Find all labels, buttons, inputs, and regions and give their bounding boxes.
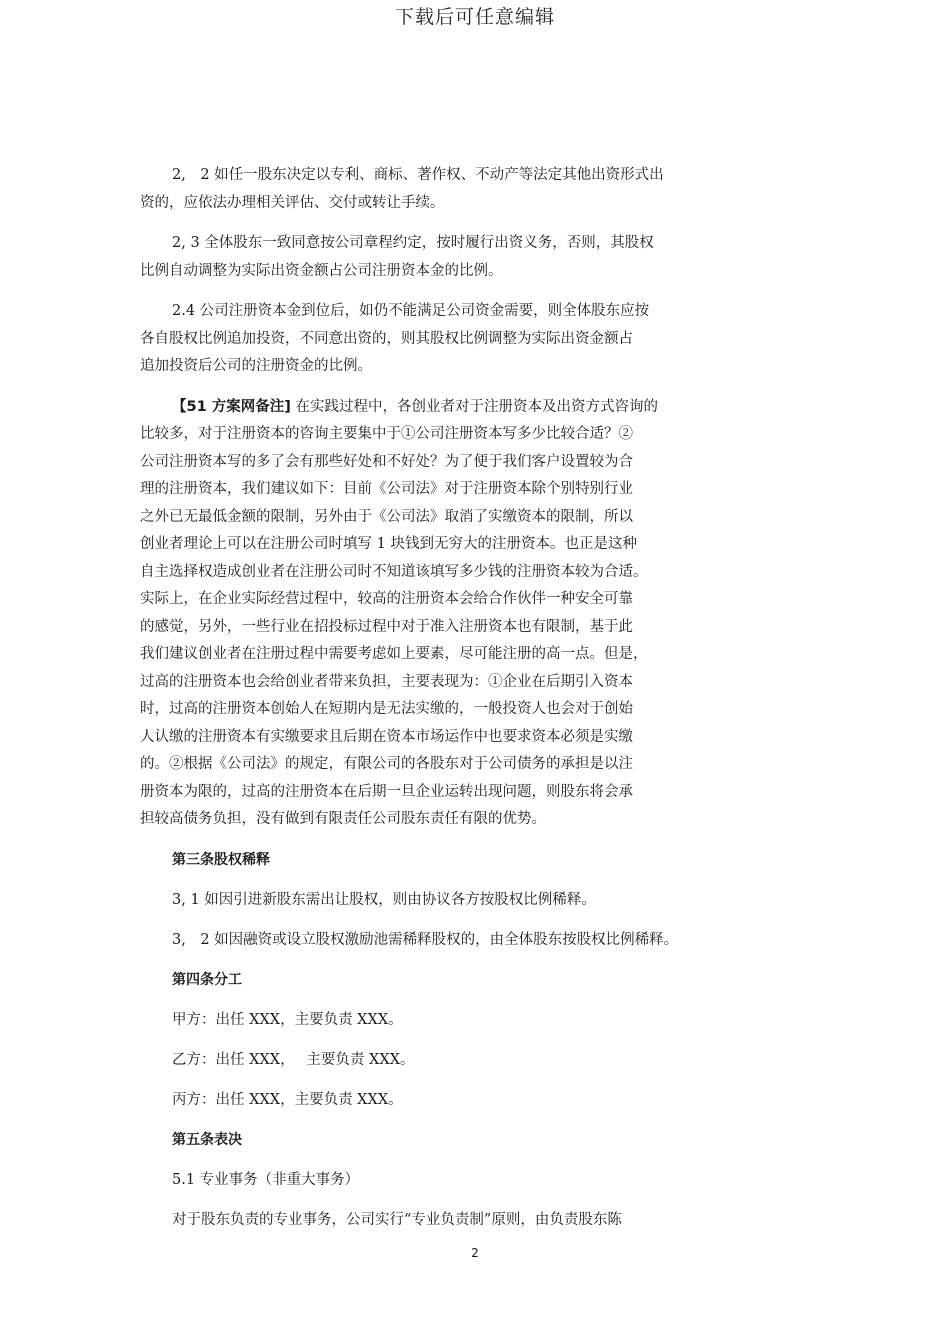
- text-line: 2, 3 全体股东一致同意按公司章程约定，按时履行出资义务，否则，其股权: [172, 235, 654, 251]
- text-line: 人认缴的注册资本有实缴要求且后期在资本市场运作中也要求资本必须是实缴: [140, 728, 633, 745]
- article-5-item: 5.1 专业事务（非重大事务）: [172, 1171, 360, 1188]
- paragraph-2-2: [140, 162, 700, 217]
- article-3-heading: 第三条股权稀释: [172, 851, 270, 868]
- text-line: 担较高债务负担，没有做到有限责任公司股东责任有限的优势。: [140, 811, 546, 827]
- text-line: 实际上，在企业实际经营过程中，较高的注册资本会给合作伙伴一种安全可靠: [140, 591, 633, 607]
- text-line: 2.4 公司注册资本金到位后，如仍不能满足公司资金需要，则全体股东应按: [172, 303, 650, 319]
- article-3-item: 3, 2 如因融资或设立股权激励池需稀释股权的，由全体股东按股权比例稀释。: [172, 931, 679, 948]
- paragraph-2-3: [140, 230, 700, 285]
- text-line: 各自股权比例追加投资，不同意出资的，则其股权比例调整为实际出资金额占: [140, 330, 633, 347]
- text-line: 自主选择权造成创业者在注册公司时不知道该填写多少钱的注册资本较为合适。: [140, 563, 648, 580]
- article-4-item: 乙方：出任 XXX， 主要负责 XXX。: [172, 1051, 415, 1068]
- note-tag: 【51 方案网备注]: [172, 398, 291, 415]
- note-paragraph: [140, 394, 700, 834]
- document-body: [140, 162, 700, 1240]
- text-line: 公司注册资本写的多了会有那些好处和不好处？为了便于我们客户设置较为合: [140, 453, 633, 470]
- text-line: 创业者理论上可以在注册公司时填写 1 块钱到无穷大的注册资本。也正是这种: [140, 536, 637, 552]
- text-line: 比例自动调整为实际出资金额占公司注册资本金的比例。: [140, 262, 503, 279]
- article-4-item: 丙方：出任 XXX，主要负责 XXX。: [172, 1091, 403, 1108]
- text-line: 比较多，对于注册资本的咨询主要集中于①公司注册资本写多少比较合适？②: [140, 426, 633, 442]
- text-line: 2, 2 如任一股东决定以专利、商标、著作权、不动产等法定其他出资形式出: [172, 167, 664, 183]
- text-line: 理的注册资本，我们建议如下：目前《公司法》对于注册资本除个别特别行业: [140, 481, 633, 497]
- article-5-heading: 第五条表决: [172, 1131, 242, 1148]
- text-line: 我们建议创业者在注册过程中需要考虑如上要素，尽可能注册的高一点。但是，: [140, 646, 648, 662]
- text-line: 追加投资后公司的注册资金的比例。: [140, 358, 372, 374]
- text-line: 的。②根据《公司法》的规定，有限公司的各股东对于公司债务的承担是以注: [140, 756, 633, 772]
- text-line: [140, 394, 700, 422]
- article-4-item: 甲方：出任 XXX，主要负责 XXX。: [172, 1011, 403, 1028]
- article-4-heading: 第四条分工: [172, 971, 242, 988]
- paragraph-2-4: [140, 298, 700, 381]
- page-number: 2: [471, 1246, 479, 1260]
- text-line: 的感觉，另外，一些行业在招投标过程中对于准入注册资本也有限制，基于此: [140, 618, 633, 635]
- note-first-line: 在实践过程中，各创业者对于注册资本及出资方式咨询的: [290, 398, 658, 415]
- article-5-item: 对于股东负责的专业事务，公司实行“专业负责制”原则，由负责股东陈: [172, 1211, 622, 1228]
- text-line: 时，过高的注册资本创始人在短期内是无法实缴的，一般投资人也会对于创始: [140, 701, 633, 717]
- text-line: 过高的注册资本也会给创业者带来负担，主要表现为：①企业在后期引入资本: [140, 673, 633, 690]
- text-line: 资的，应依法办理相关评估、交付或转让手续。: [140, 194, 445, 211]
- text-line: 之外已无最低金额的限制，另外由于《公司法》取消了实缴资本的限制，所以: [140, 508, 633, 525]
- page-header: 下载后可任意编辑: [394, 6, 555, 28]
- article-3-item: 3, 1 如因引进新股东需出让股权，则由协议各方按股权比例稀释。: [172, 891, 596, 908]
- text-line: 册资本为限的，过高的注册资本在后期一旦企业运转出现问题，则股东将会承: [140, 783, 633, 800]
